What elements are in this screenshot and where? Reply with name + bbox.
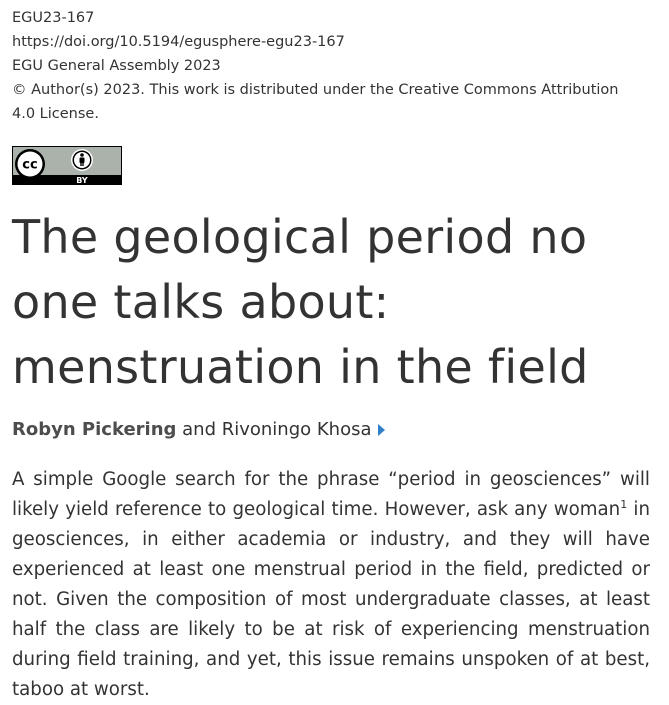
cc-badge-text: cc [22, 157, 38, 173]
by-badge-text: BY [76, 176, 88, 185]
license-statement: © Author(s) 2023. This work is distributed under the Creative Commons Attribution 4.0 License. [12, 82, 619, 122]
conference-name: EGU General Assembly 2023 [12, 58, 221, 74]
author-list [12, 417, 652, 443]
abstract-text [12, 465, 650, 705]
author-secondary[interactable]: Rivoningo Khosa [221, 419, 372, 440]
footnote-marker[interactable]: 1 [620, 497, 628, 511]
paper-id: EGU23-167 [12, 10, 95, 26]
abstract-part-1: A simple Google search for the phrase “period in geosciences” will likely yield reference to geological time. However, ask any woman [12, 469, 650, 520]
creative-commons-by-icon[interactable] [12, 146, 122, 185]
doi-link[interactable]: https://doi.org/10.5194/egusphere-egu23-167 [12, 34, 345, 50]
triangle-right-icon[interactable] [378, 424, 385, 436]
abstract-page [12, 6, 652, 705]
author-connector: and [176, 419, 222, 440]
page-title: The geological period no one talks about: menstruation in the field [12, 210, 589, 394]
abstract-part-2: in geosciences, in either academia or industry, and they will have experienced at least one menstrual period in the field, predicted or not. Given the composition of most undergraduate classes, at least half the class are likely to be at risk of experiencing menstruation during field training, and yet, this issue remains unspoken of at best, taboo at worst. [12, 499, 650, 700]
author-primary[interactable]: Robyn Pickering [12, 419, 177, 440]
